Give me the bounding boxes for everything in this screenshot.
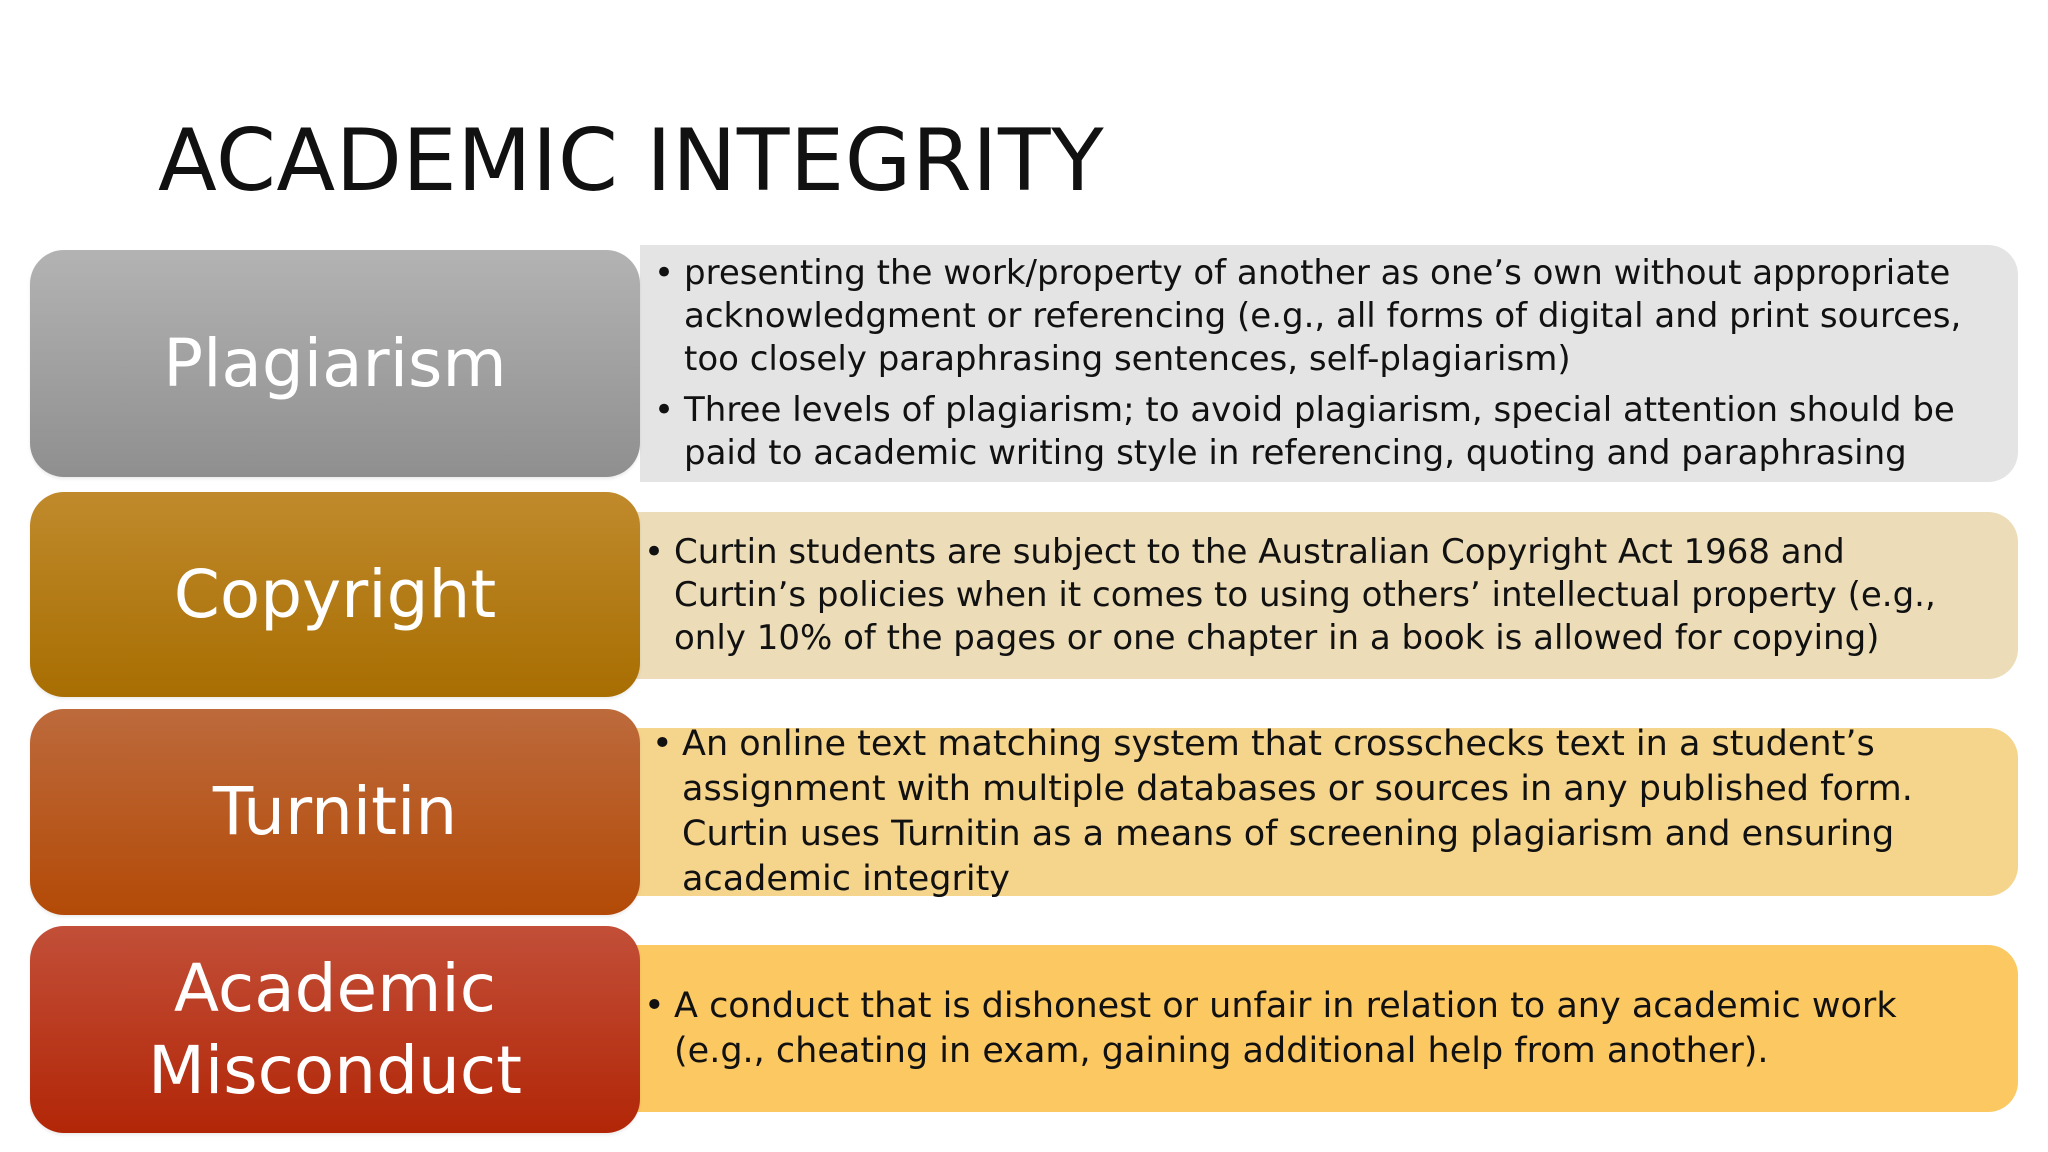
bullet-icon: • bbox=[644, 985, 665, 1026]
label-copyright bbox=[30, 492, 640, 697]
label-turnitin bbox=[30, 709, 640, 915]
bullet-item bbox=[654, 389, 1978, 475]
label-copyright-text: Copyright bbox=[173, 555, 497, 633]
desc-academic-misconduct bbox=[632, 945, 2018, 1112]
bullet-item bbox=[654, 252, 1978, 381]
bullet-icon: • bbox=[644, 532, 665, 572]
bullet-icon: • bbox=[652, 724, 673, 764]
bullet-icon: • bbox=[654, 390, 675, 430]
label-academic-misconduct bbox=[30, 926, 640, 1133]
desc-turnitin bbox=[636, 724, 2018, 899]
label-turnitin-text: Turnitin bbox=[212, 773, 458, 850]
bullet-text: presenting the work/property of another as one’s own without appropriate acknowledgment or referencing (e.g., all forms of digital and print sources, too closely paraphrasing sentences, self-plagiarism) bbox=[684, 253, 1962, 379]
slide-title: ACADEMIC INTEGRITY bbox=[158, 111, 1105, 211]
bullet-item bbox=[644, 531, 1978, 660]
bullet-list bbox=[644, 531, 1978, 660]
bullet-text: Curtin students are subject to the Australian Copyright Act 1968 and Curtin’s policies when it comes to using others’ intellectual property (e.g., only 10% of the pages or one chapter in a book is allowed for copying) bbox=[674, 532, 1936, 658]
bullet-list bbox=[644, 984, 1978, 1074]
bullet-list bbox=[654, 252, 1978, 475]
bullet-text: An online text matching system that crosschecks text in a student’s assignment with multiple databases or sources in any published form. Curtin uses Turnitin as a means of screening plagiarism and ensuring academic integrity bbox=[682, 724, 1913, 899]
bullet-icon: • bbox=[654, 253, 675, 293]
bullet-text: A conduct that is dishonest or unfair in relation to any academic work (e.g., cheating in exam, gaining additional help from another). bbox=[674, 985, 1897, 1071]
desc-plagiarism bbox=[640, 245, 2018, 482]
bullet-list bbox=[652, 722, 1978, 902]
label-plagiarism bbox=[30, 250, 640, 477]
label-plagiarism-text: Plagiarism bbox=[163, 324, 507, 402]
desc-copyright bbox=[632, 512, 2018, 679]
label-academic-misconduct-text bbox=[148, 948, 522, 1112]
bullet-item bbox=[652, 722, 1978, 902]
label-line-2: Misconduct bbox=[147, 1031, 523, 1109]
bullet-item bbox=[644, 984, 1978, 1074]
label-line-1: Academic bbox=[173, 949, 497, 1027]
bullet-text: Three levels of plagiarism; to avoid plagiarism, special attention should be paid to academic writing style in referencing, quoting and paraphrasing bbox=[684, 390, 1955, 473]
